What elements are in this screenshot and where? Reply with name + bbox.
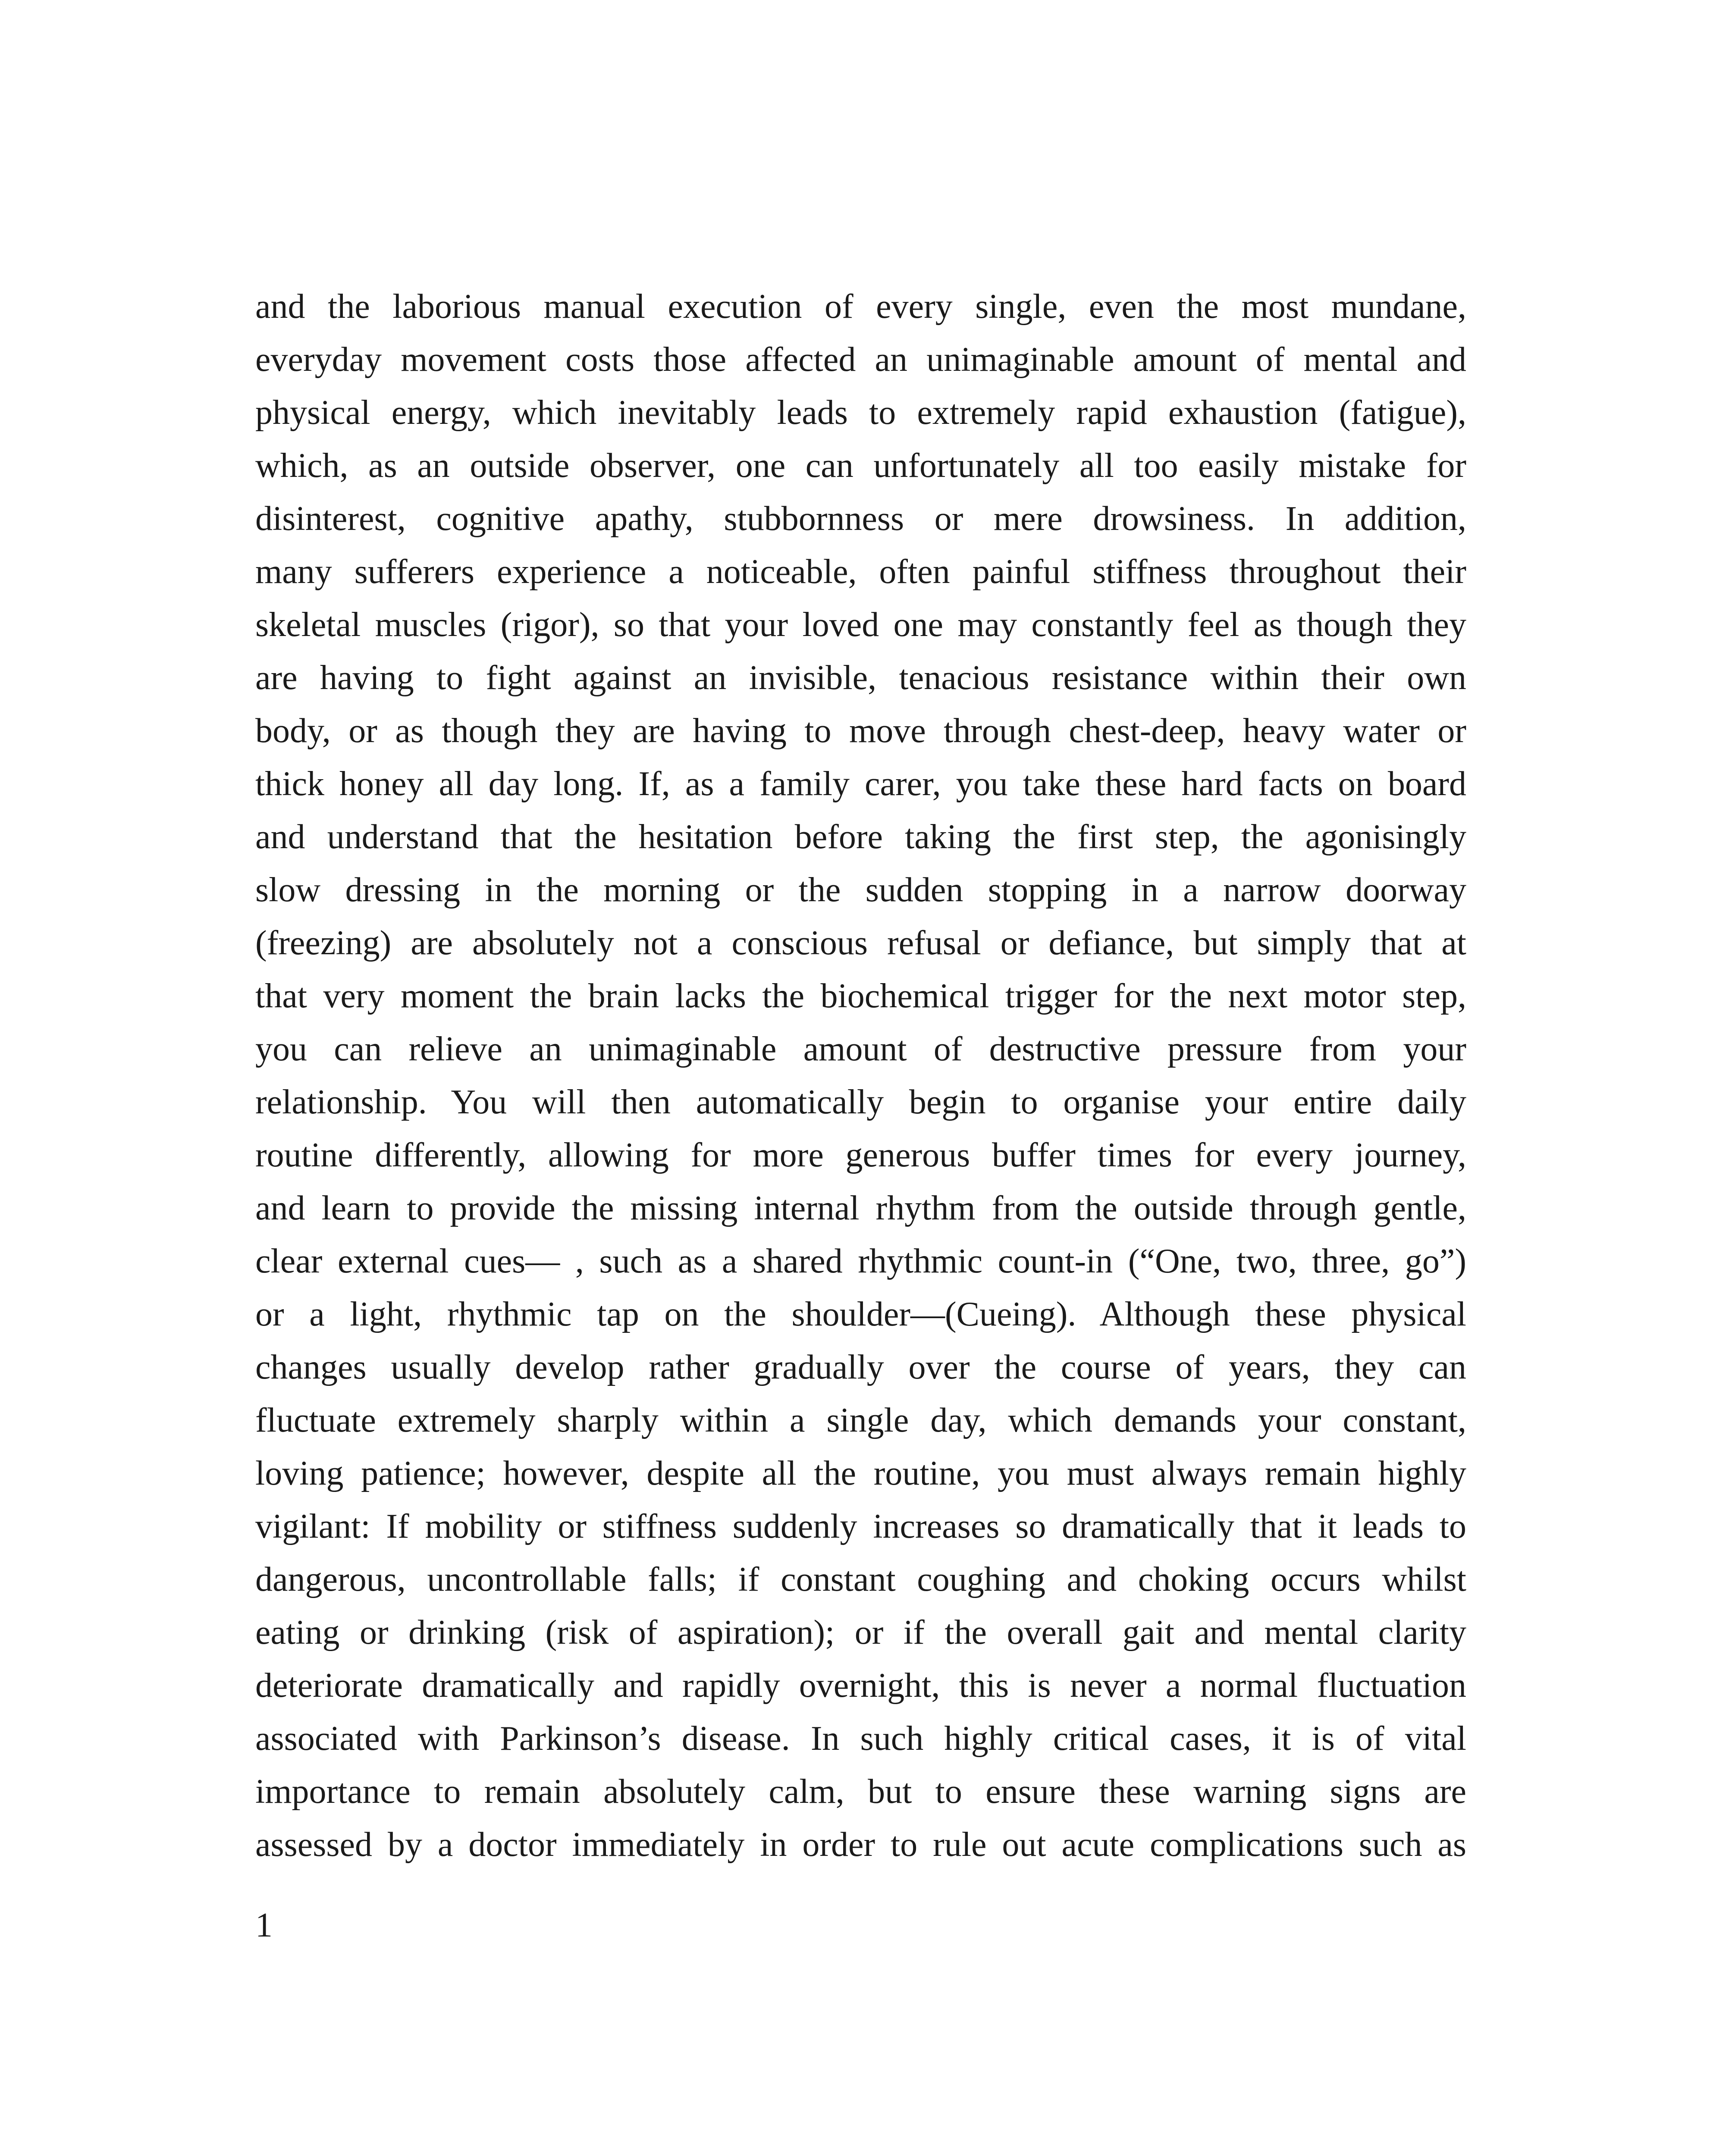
text-line: body, or as though they are having to move through chest-deep, heavy water or (255, 712, 1466, 750)
text-line: and learn to provide the missing internal rhythm from the outside through gentle, (255, 1189, 1466, 1227)
text-line: vigilant: If mobility or stiffness suddenly increases so dramatically that it leads to (255, 1507, 1466, 1545)
text-line: skeletal muscles (rigor), so that your loved one may constantly feel as though they (255, 606, 1466, 644)
text-line: assessed by a doctor immediately in order to rule out acute complications such as (255, 1826, 1466, 1864)
text-line: thick honey all day long. If, as a family carer, you take these hard facts on board (255, 765, 1466, 803)
text-line: everyday movement costs those affected an unimaginable amount of mental and (255, 341, 1466, 379)
text-line: disinterest, cognitive apathy, stubbornness or mere drowsiness. In addition, (255, 500, 1466, 538)
text-line: fluctuate extremely sharply within a single day, which demands your constant, (255, 1401, 1466, 1439)
text-line: physical energy, which inevitably leads to extremely rapid exhaustion (fatigue), (255, 394, 1466, 432)
text-line: deteriorate dramatically and rapidly overnight, this is never a normal fluctuation (255, 1667, 1466, 1705)
body-paragraph (255, 280, 1466, 1871)
text-line: slow dressing in the morning or the sudden stopping in a narrow doorway (255, 871, 1466, 909)
text-line: or a light, rhythmic tap on the shoulder—(Cueing). Although these physical (255, 1295, 1466, 1333)
text-line: which, as an outside observer, one can unfortunately all too easily mistake for (255, 447, 1466, 485)
text-line: associated with Parkinson’s disease. In such highly critical cases, it is of vital (255, 1720, 1466, 1758)
text-line: importance to remain absolutely calm, but to ensure these warning signs are (255, 1773, 1466, 1811)
text-line: relationship. You will then automatically begin to organise your entire daily (255, 1083, 1466, 1121)
text-line: loving patience; however, despite all the routine, you must always remain highly (255, 1454, 1466, 1492)
text-line: many sufferers experience a noticeable, often painful stiffness throughout their (255, 553, 1466, 591)
text-line: you can relieve an unimaginable amount of destructive pressure from your (255, 1030, 1466, 1068)
text-line: changes usually develop rather gradually over the course of years, they can (255, 1348, 1466, 1386)
text-line: that very moment the brain lacks the biochemical trigger for the next motor step, (255, 977, 1466, 1015)
text-line: dangerous, uncontrollable falls; if constant coughing and choking occurs whilst (255, 1561, 1466, 1598)
text-line: and understand that the hesitation before taking the first step, the agonisingly (255, 818, 1466, 856)
text-line: eating or drinking (risk of aspiration); or if the overall gait and mental clarity (255, 1614, 1466, 1651)
text-line: routine differently, allowing for more generous buffer times for every journey, (255, 1136, 1466, 1174)
text-line: clear external cues— , such as a shared rhythmic count-in (“One, two, three, go”) (255, 1242, 1466, 1280)
text-line: are having to fight against an invisible, tenacious resistance within their own (255, 659, 1466, 697)
text-line: (freezing) are absolutely not a conscious refusal or defiance, but simply that at (255, 924, 1466, 962)
page-number: 1 (255, 1906, 273, 1944)
text-line: and the laborious manual execution of every single, even the most mundane, (255, 288, 1466, 326)
